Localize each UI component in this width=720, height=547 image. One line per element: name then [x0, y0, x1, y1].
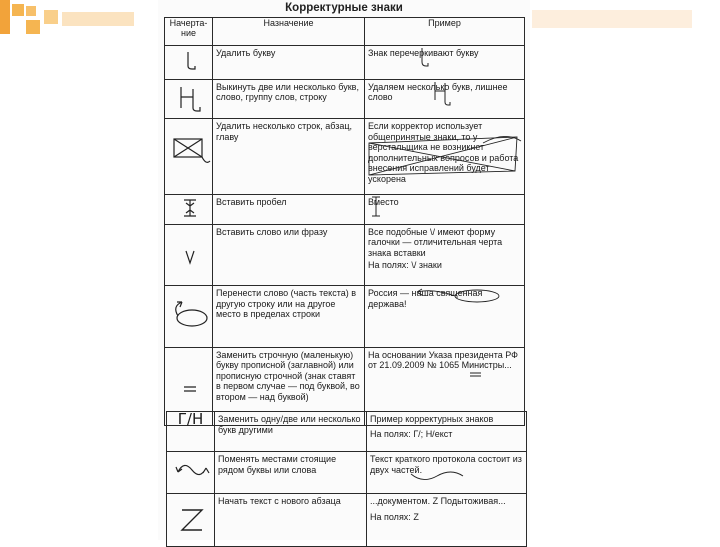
purpose-cell: Вставить слово или фразу — [213, 224, 365, 286]
mark-cell — [165, 286, 213, 348]
table-row — [167, 412, 527, 452]
decor-bar — [62, 12, 134, 26]
table-row — [165, 286, 525, 348]
proofreading-table-continued — [166, 411, 527, 547]
purpose-cell: Удалить букву — [213, 46, 365, 80]
mark-cell — [165, 195, 213, 225]
insert-word-icon — [168, 227, 212, 281]
column-header: Пример — [365, 18, 525, 46]
purpose-cell: Перенести слово (часть текста) в другую строку или на другое место в пределах строки — [213, 286, 365, 348]
decor-bar — [532, 10, 692, 28]
example-margin-note: На полях: \/ знаки — [368, 260, 442, 270]
example-cell — [365, 46, 525, 80]
decor-square — [12, 4, 24, 16]
table-header-row — [165, 18, 525, 46]
case-change-icon — [168, 350, 212, 420]
purpose-cell: Заменить одну/две или несколько букв другими — [215, 412, 367, 452]
example-text: Вместо — [368, 197, 399, 207]
table-row — [165, 195, 525, 225]
move-word-icon — [168, 288, 212, 342]
decor-square — [26, 20, 40, 34]
example-cell — [365, 195, 525, 225]
proofreading-table — [164, 17, 525, 426]
replace-letters-label: Г/Н — [177, 411, 204, 428]
insert-space-icon — [168, 197, 212, 219]
page-title: Корректурные знаки — [285, 2, 403, 14]
mark-cell — [167, 452, 215, 494]
mark-cell — [167, 412, 215, 452]
decor-square — [26, 6, 36, 16]
table-row — [167, 452, 527, 494]
table-row — [165, 79, 525, 119]
example-text: Знак перечеркивают букву — [368, 48, 479, 58]
example-cell — [365, 119, 525, 195]
example-cell — [367, 412, 527, 452]
example-cell — [367, 493, 527, 547]
table-row — [165, 46, 525, 80]
decor-square — [44, 10, 58, 24]
decor-square — [0, 0, 10, 34]
delete-letter-icon — [168, 48, 212, 74]
delete-words-icon — [168, 82, 212, 114]
purpose-cell: Поменять местами стоящие рядом буквы или слова — [215, 452, 367, 494]
purpose-cell: Заменить строчную (маленькую) букву прописной (заглавной) или прописную строчной (знак ставят в первом случае — под буквой, во втором — над буквой) — [213, 347, 365, 425]
mark-cell — [165, 79, 213, 119]
purpose-cell: Вставить пробел — [213, 195, 365, 225]
case-change-mark — [469, 371, 483, 379]
new-paragraph-icon — [170, 496, 214, 542]
example-text: Если корректор использует общепринятые знаки, то у верстальщика не возникнет дополнительных вопросов и работа внесения исправлений будет ускорена — [368, 121, 519, 184]
mark-cell — [165, 119, 213, 195]
example-text: ...документом. Z Подытоживая... — [370, 495, 506, 506]
example-cell — [365, 79, 525, 119]
column-header: Начерта-ние — [165, 18, 213, 46]
example-text: Россия — наша священная держава! — [368, 288, 483, 309]
example-text: Все подобные \/ имеют форму галочки — отличительная черта знака вставки — [368, 226, 503, 258]
scanned-document — [158, 0, 530, 540]
table-row — [167, 493, 527, 547]
purpose-cell: Удалить несколько строк, абзац, главу — [213, 119, 365, 195]
table-row — [165, 119, 525, 195]
mark-cell — [167, 493, 215, 547]
example-cell — [367, 452, 527, 494]
purpose-cell: Начать текст с нового абзаца — [215, 493, 367, 547]
example-text: Удаляем несколько букв, лишнее слово — [368, 81, 508, 102]
table-row — [165, 224, 525, 286]
example-margin-note: На полях: Г/; Н/екст — [370, 428, 453, 439]
example-cell — [365, 224, 525, 286]
example-cell — [365, 286, 525, 348]
purpose-cell: Выкинуть две или несколько букв, слово, группу слов, строку — [213, 79, 365, 119]
column-header: Назначение — [213, 18, 365, 46]
swap-icon — [170, 454, 214, 488]
mark-cell — [165, 224, 213, 286]
example-text: Текст краткого протокола состоит из двух частей. — [370, 454, 522, 475]
delete-lines-icon — [168, 121, 212, 181]
mark-cell — [165, 46, 213, 80]
example-margin-note: На полях: Z — [370, 512, 419, 522]
example-text: На основании Указа президента РФ от 21.09.2009 № 1065 Министры... — [368, 349, 519, 370]
example-text: Пример корректурных знаков — [370, 414, 494, 424]
